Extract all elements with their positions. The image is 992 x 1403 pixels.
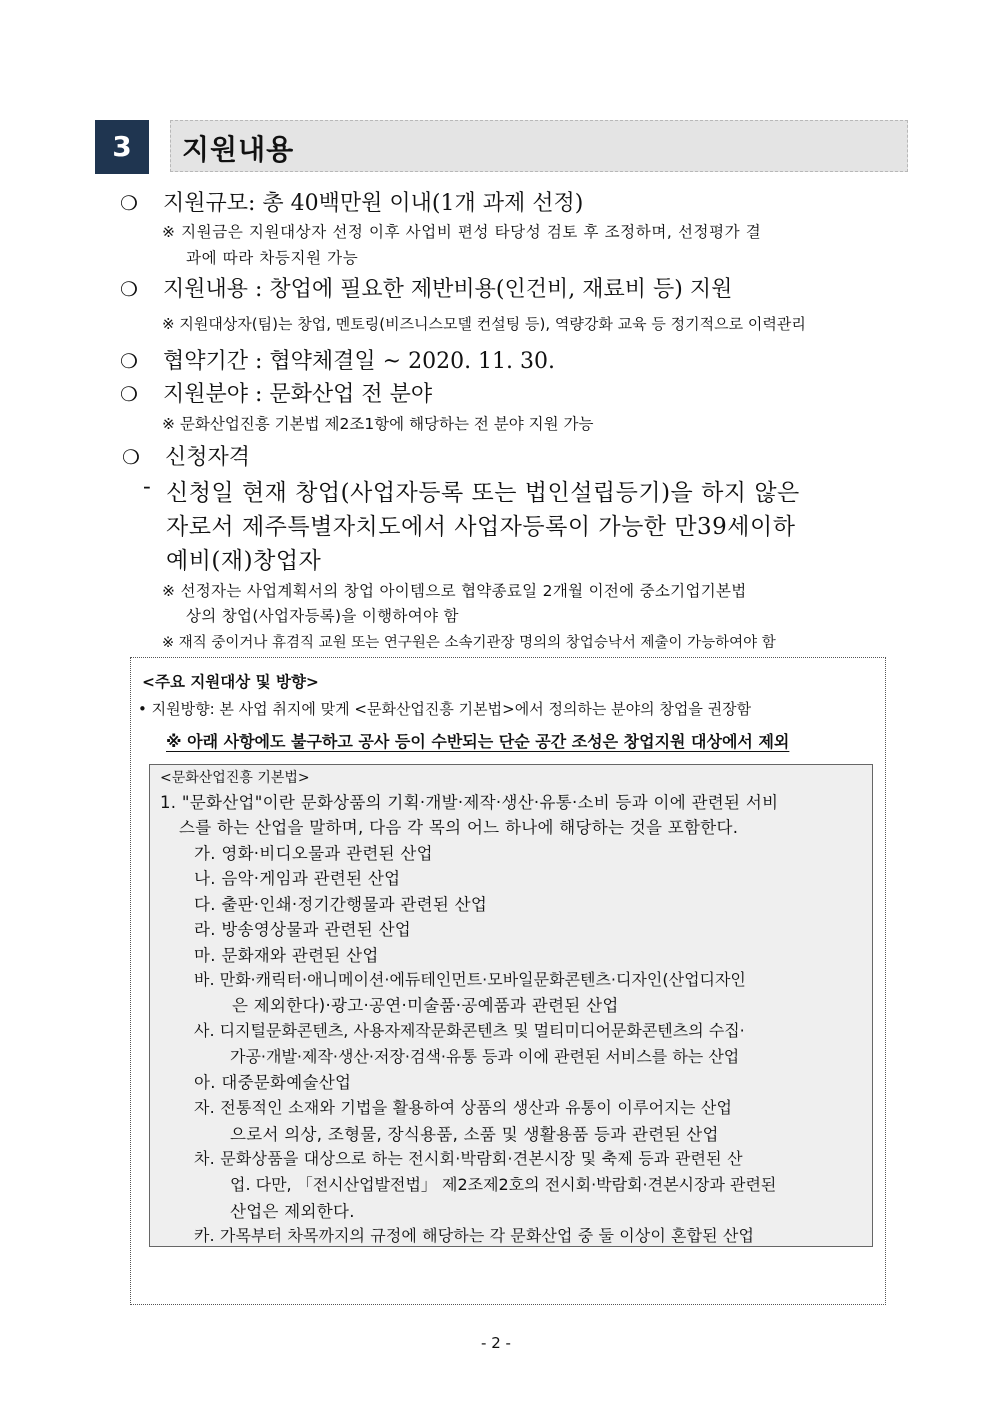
law-item-continuation: 은 제외한다)·광고·공연·미술품·공예품과 관련된 산업 [232,996,619,1015]
support-scale-note-line2: 과에 따라 차등지원 가능 [186,249,359,267]
bullet-support-field [120,377,432,408]
support-scale-note-line1: ※ 지원금은 지원대상자 선정 이후 사업비 편성 타당성 검토 후 조정하며, 선정평가 결 [162,223,762,241]
support-content-note: ※ 지원대상자(팀)는 창업, 멘토링(비즈니스모델 컨설팅 등), 역량강화 교육 등 정기적으로 이력관리 [162,315,806,333]
support-field-note: ※ 문화산업진흥 기본법 제2조1항에 해당하는 전 분야 지원 가능 [162,415,594,433]
law-item: 가. 영화·비디오물과 관련된 산업 [194,844,433,863]
qualification-note1-line1: ※ 선정자는 사업계획서의 창업 아이템으로 협약종료일 2개월 이전에 중소기업기본법 [162,582,747,600]
box-heading: <주요 지원대상 및 방향> [142,673,319,691]
box-warning: ※ 아래 사항에도 불구하고 공사 등이 수반되는 단순 공간 조성은 창업지원 대상에서 제외 [166,732,790,751]
page-number: - 2 - [481,1334,511,1352]
law-item: 다. 출판·인쇄·정기간행물과 관련된 산업 [194,895,488,914]
law-item: 사. 디지털문화콘텐츠, 사용자제작문화콘텐츠 및 멀티미디어문화콘텐츠의 수집· [194,1021,745,1040]
qualification-text-line2: 자로서 제주특별자치도에서 사업자등록이 가능한 만39세이하 [166,514,796,540]
qualification-dash: - [143,474,152,500]
law-item: 아. 대중문화예술산업 [194,1073,352,1092]
section-title: 지원내용 [182,133,295,166]
qualification-note1-line2: 상의 창업(사업자등록)을 이행하여야 함 [186,607,459,625]
support-field-text: 지원분야 : 문화산업 전 분야 [163,382,433,407]
box-direction: • 지원방향: 본 사업 취지에 맞게 <문화산업진흥 기본법>에서 정의하는 분야의 창업을 권장함 [138,700,752,718]
support-content-text: 지원내용 : 창업에 필요한 제반비용(인건비, 재료비 등) 지원 [163,277,733,302]
law-item: 라. 방송영상물과 관련된 산업 [194,920,412,939]
law-item-continuation: 으로서 의상, 조형물, 장식용품, 소품 및 생활용품 등과 관련된 산업 [230,1125,719,1144]
bullet-qualification [122,440,250,471]
bullet-circle-icon: ❍ [122,445,140,469]
law-item: 차. 문화상품을 대상으로 하는 전시회·박람회·견본시장 및 축제 등과 관련된 산 [194,1149,743,1168]
bullet-support-content [120,272,732,303]
law-item: 카. 가목부터 차목까지의 규정에 해당하는 각 문화산업 중 둘 이상이 혼합된 산업 [194,1226,755,1245]
section-number: 3 [95,120,149,174]
law-item-continuation: 가공·개발·제작·생산·저장·검색·유통 등과 이에 관련된 서비스를 하는 산업 [230,1047,740,1066]
bullet-support-scale [120,186,583,217]
law-intro-line1: 1. "문화산업"이란 문화상품의 기획·개발·제작·생산·유통·소비 등과 이에 관련된 서비 [160,793,779,812]
contract-period-text: 협약기간 : 협약체결일 ~ 2020. 11. 30. [163,349,556,374]
law-item: 바. 만화·캐릭터·애니메이션·에듀테인먼트·모바일문화콘텐츠·디자인(산업디자인 [194,970,746,989]
law-item-continuation: 업. 다만, 「전시산업발전법」 제2조제2호의 전시회·박람회·견본시장과 관련된 [230,1175,777,1194]
qualification-heading: 신청자격 [165,445,251,470]
qualification-note2: ※ 재직 중이거나 휴겸직 교원 또는 연구원은 소속기관장 명의의 창업승낙서 제출이 가능하여야 함 [162,635,776,651]
bullet-circle-icon: ❍ [120,349,138,373]
support-scale-text: 지원규모: 총 40백만원 이내(1개 과제 선정) [163,191,584,216]
law-item: 나. 음악·게임과 관련된 산업 [194,869,401,888]
law-item: 마. 문화재와 관련된 산업 [194,946,379,965]
bullet-circle-icon: ❍ [120,382,138,406]
bullet-circle-icon: ❍ [120,277,138,301]
law-intro-line2: 스를 하는 산업을 말하며, 다음 각 목의 어느 하나에 해당하는 것을 포함한다. [179,818,739,837]
qualification-text-line1: 신청일 현재 창업(사업자등록 또는 법인설립등기)을 하지 않은 [166,480,800,506]
law-item: 자. 전통적인 소재와 기법을 활용하여 상품의 생산과 유통이 이루어지는 산업 [194,1098,733,1117]
qualification-text-line3: 예비(재)창업자 [166,548,322,574]
law-title: <문화산업진흥 기본법> [160,770,310,786]
law-item-continuation: 산업은 제외한다. [230,1202,355,1221]
bullet-circle-icon: ❍ [120,191,138,215]
bullet-contract-period [120,344,555,375]
